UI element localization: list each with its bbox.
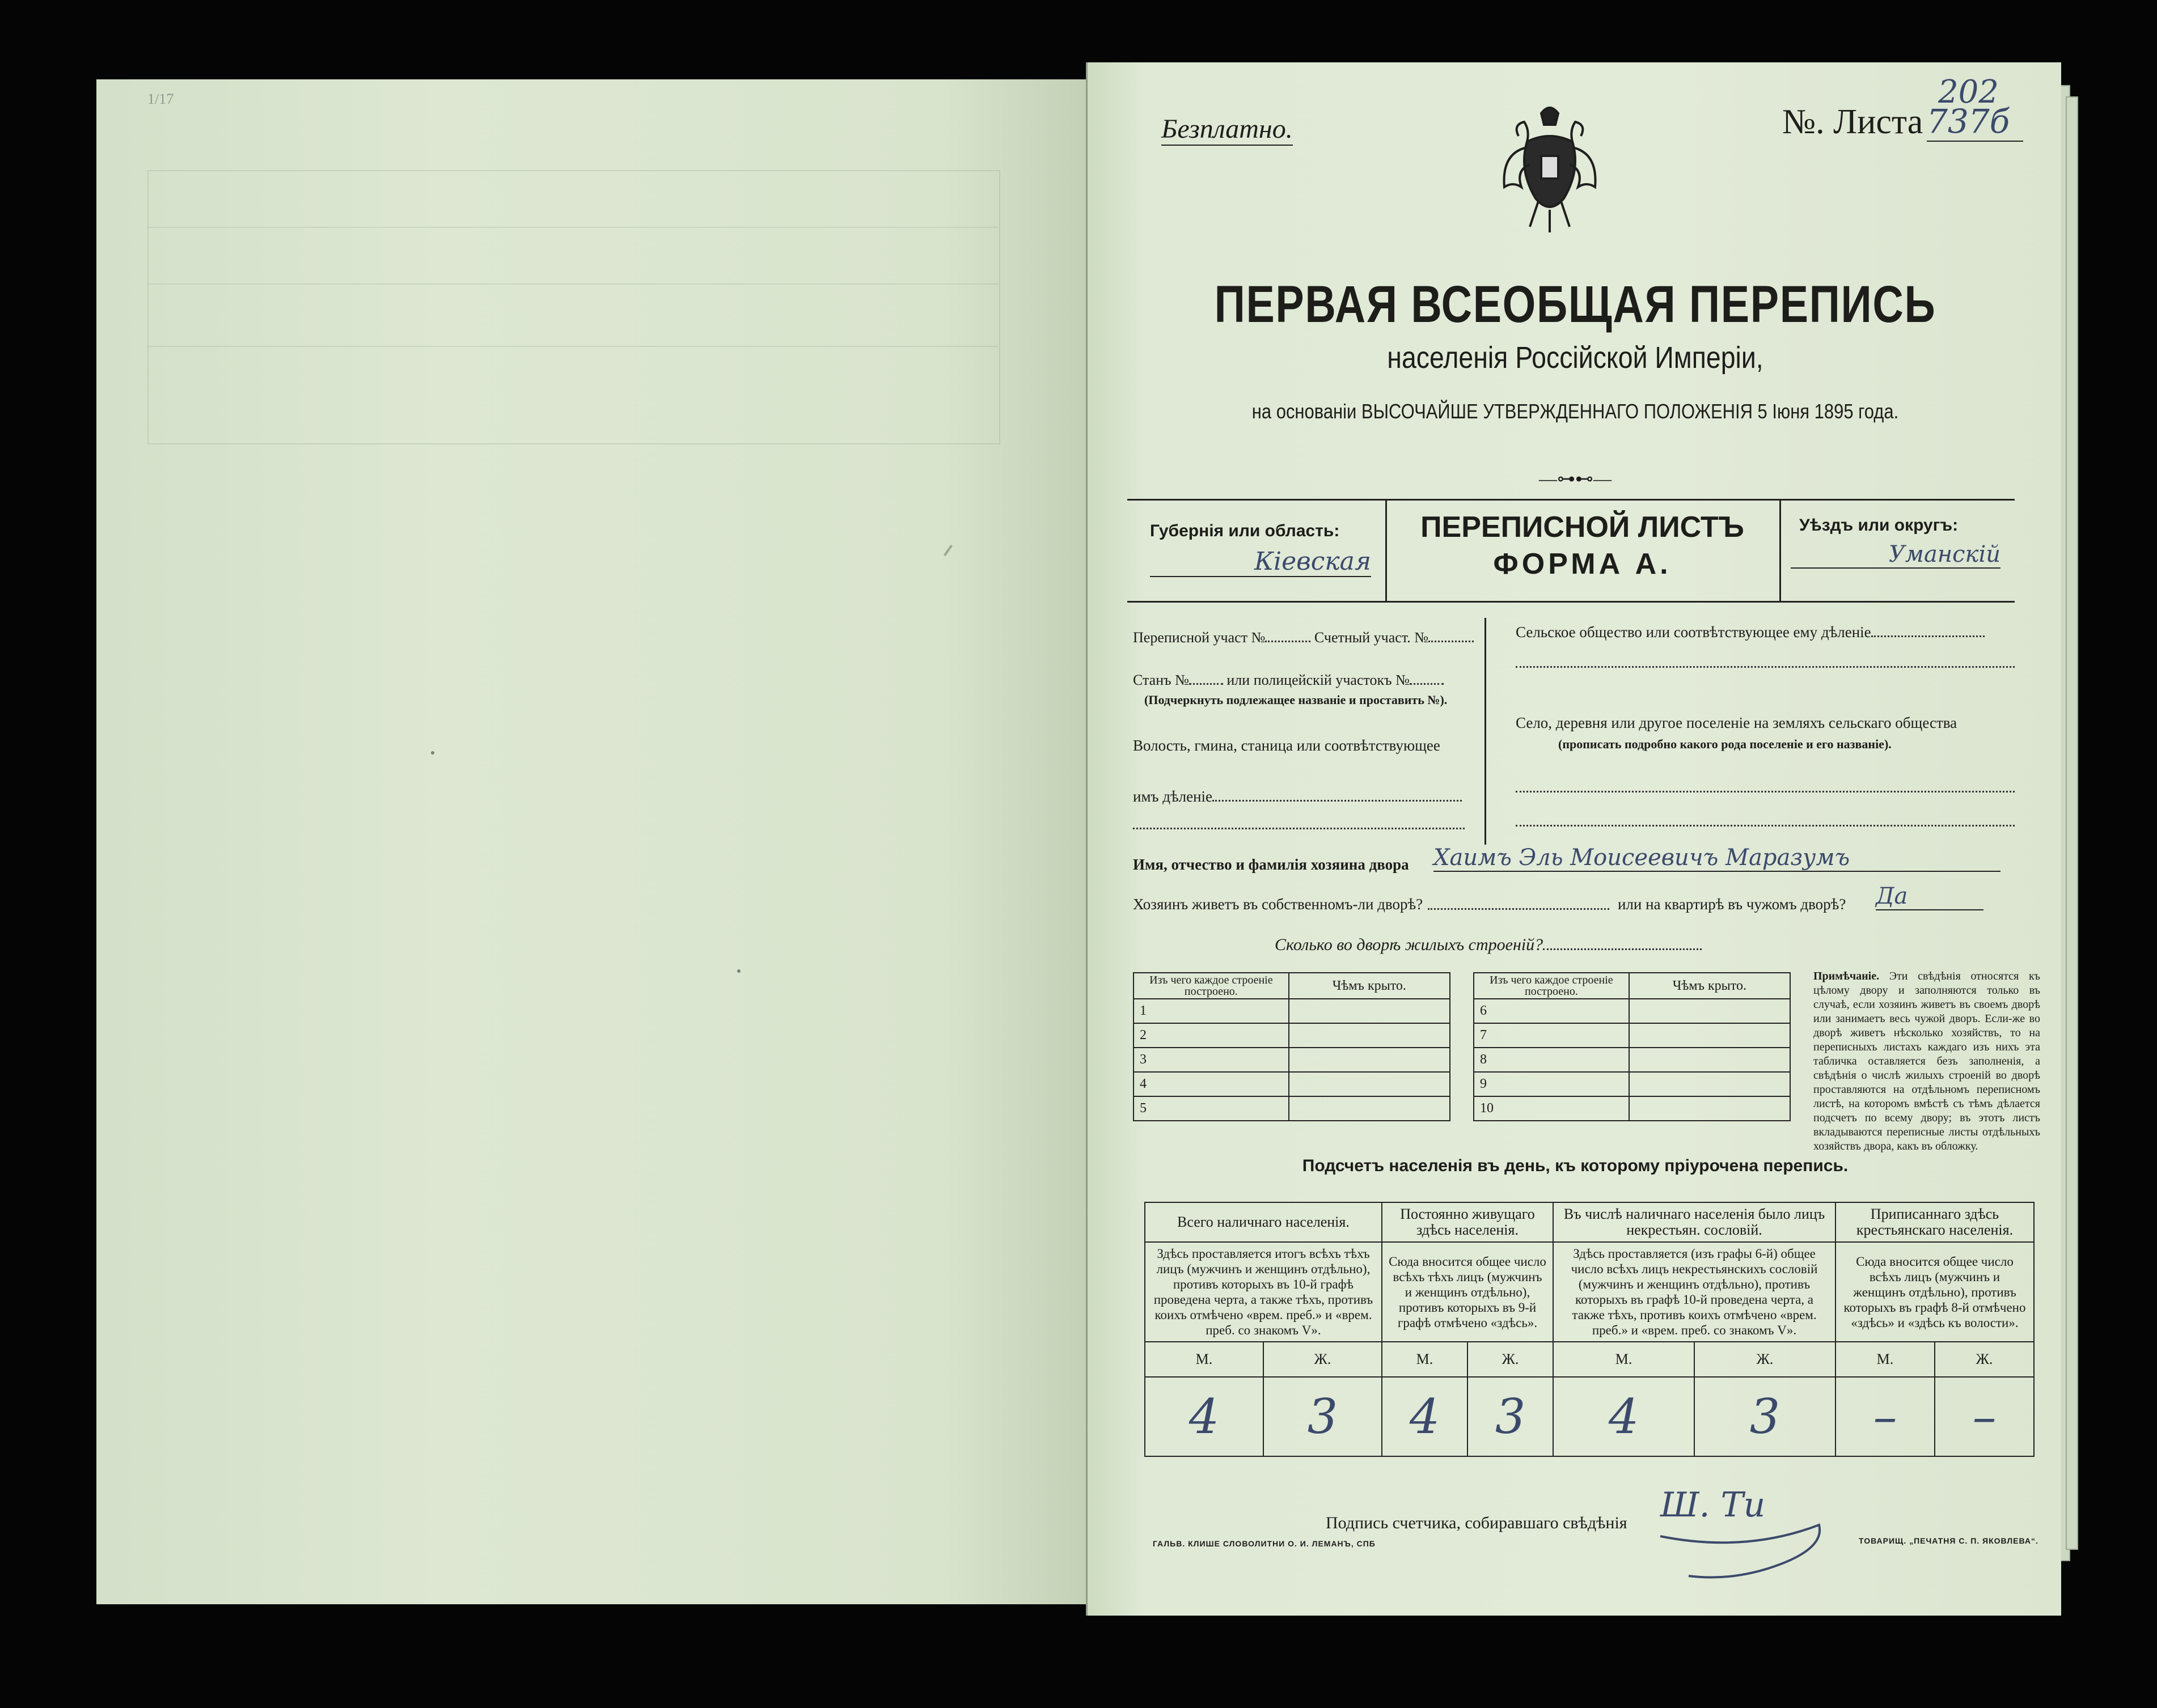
owner-value: Хаимъ Эль Моисеевичъ Маразумъ	[1433, 845, 2000, 872]
bleed-through-line	[147, 283, 998, 285]
col-head-total: Всего наличнаго населенія.	[1145, 1202, 1382, 1242]
population-count-table	[1144, 1202, 2035, 1457]
volost-label: Волость, гмина, станица или соотвѣтствующее	[1133, 737, 1440, 754]
form-type: ФОРМА А.	[1493, 548, 1672, 580]
bleed-through-table	[147, 170, 1000, 444]
district-label: Уѣздъ или округъ:	[1799, 516, 1959, 535]
paper-mark	[944, 545, 953, 556]
male-label: М.	[1382, 1342, 1467, 1377]
province-value: Кіевская	[1150, 547, 1371, 577]
table-row: 7	[1474, 1023, 1629, 1048]
owner-label: Имя, отчество и фамилія хозяина двора	[1133, 856, 1409, 873]
sheet-number-overwrite: 202	[1938, 74, 1999, 111]
rural-society-line	[1516, 666, 2015, 668]
ornament-divider: —⊶⊷—	[1539, 468, 1612, 489]
double-headed-eagle-icon	[1496, 102, 1604, 238]
lives-line	[1428, 908, 1609, 910]
peasant-male-count: –	[1835, 1377, 1935, 1456]
village-line	[1516, 791, 2015, 792]
buildings-table	[1133, 972, 1791, 1121]
note-text: Эти свѣдѣнія относятся къ цѣлому двору и заполняются только въ случаѣ, если хозяинъ живетъ въ своемъ дворѣ или занимаетъ весь чужой дворъ. Если-же во дворѣ живетъ нѣсколько хозяйствъ, то на переписныхъ листахъ каждаго изъ нихъ эта табличка оставляется безъ заполненія, а свѣдѣнія о числѣ жилыхъ строеній во дворѣ проставляются на отдѣльномъ переписномъ листѣ, на которомъ вмѣстѣ съ тѣмъ дѣлается подсчетъ по всему двору; въ этотъ листъ вкладываются переписные листы отдѣльныхъ хозяйствъ двора, какъ въ обложку.	[1813, 970, 2040, 1152]
census-form-page	[1086, 62, 2061, 1616]
male-label: М.	[1553, 1342, 1694, 1377]
corner-mark: 1/17	[147, 91, 174, 107]
divider	[1484, 618, 1486, 845]
bleed-through-line	[147, 227, 998, 228]
total-male-count: 4	[1145, 1377, 1263, 1456]
table-row: 8	[1474, 1048, 1629, 1072]
col-desc-peasant: Сюда вносится общее число всѣхъ лицъ (мужчинъ и женщинъ отдѣльно), противъ которыхъ въ графѣ 8-й отмѣчено «здѣсь» и «здѣсь къ волости».	[1835, 1242, 2034, 1342]
sheet-number-value: 737б	[1927, 102, 2023, 142]
table-row: 5	[1134, 1096, 1289, 1121]
table-row: 3	[1134, 1048, 1289, 1072]
volost-field: имъ дѣленіе	[1133, 788, 1462, 806]
table-row: 9	[1474, 1072, 1629, 1096]
lives-value: Да	[1876, 883, 1983, 910]
table-row: 2	[1134, 1023, 1289, 1048]
form-sheet-title: ПЕРЕПИСНОЙ ЛИСТЪ	[1420, 511, 1744, 544]
col-roof: Чѣмъ крыто.	[1289, 973, 1450, 999]
col-head-permanent: Постоянно живущаго здѣсь населенія.	[1382, 1202, 1553, 1242]
female-label: Ж.	[1935, 1342, 2034, 1377]
bleed-through-line	[147, 346, 998, 347]
table-row: 1	[1134, 999, 1289, 1023]
permanent-male-count: 4	[1382, 1377, 1467, 1456]
form-basis: на основаніи ВЫСОЧАЙШЕ УТВЕРЖДЕННАГО ПОЛОЖЕНІЯ 5 Іюня 1895 года.	[1251, 400, 1899, 423]
col-head-non-peasant: Въ числѣ наличнаго населенія было лицъ некрестьян. сословій.	[1553, 1202, 1835, 1242]
sheet-number-label: №. Листа	[1782, 103, 1923, 141]
signature-flourish-icon	[1655, 1514, 1830, 1587]
permanent-female-count: 3	[1467, 1377, 1553, 1456]
note-title: Примѣчаніе.	[1813, 970, 1880, 982]
paper-speck	[431, 751, 434, 755]
page-edge	[2066, 96, 2078, 1550]
header-rule-bottom	[1127, 601, 2015, 603]
divider	[1779, 499, 1781, 601]
col-head-peasant: Приписаннаго здѣсь крестьянскаго населенія.	[1835, 1202, 2034, 1242]
male-label: М.	[1145, 1342, 1263, 1377]
underline-note: (Подчеркнуть подлежащее названіе и проставить №).	[1144, 693, 1448, 707]
col-desc-non-peasant: Здѣсь проставляется (изъ графы 6-й) общее число всѣхъ лицъ некрестьянскихъ сословій (мужчинъ и женщинъ отдѣльно), противъ которыхъ въ графѣ 10-й проведена черта, а также тѣхъ, противъ коихъ отмѣчено «врем. преб.» и «врем. преб. со знакомъ V».	[1553, 1242, 1835, 1342]
stan-field: Станъ № или полицейскій участокъ №	[1133, 672, 1444, 689]
table-row: 4	[1134, 1072, 1289, 1096]
form-subtitle: населенія Россійской Имперіи,	[1387, 341, 1763, 375]
paper-speck	[737, 969, 741, 973]
lives-label: Хозяинъ живетъ въ собственномъ-ли дворѣ?	[1133, 896, 1423, 913]
male-label: М.	[1835, 1342, 1935, 1377]
village-note: (прописать подробно какого рода поселеніе и его названіе).	[1558, 737, 1892, 751]
buildings-field: Сколько во дворѣ жилыхъ строеній?	[1275, 935, 1702, 955]
form-main-title: ПЕРВАЯ ВСЕОБЩАЯ ПЕРЕПИСЬ	[1214, 276, 1936, 333]
village-label: Село, деревня или другое поселеніе на земляхъ сельскаго общества	[1516, 714, 1957, 731]
signature-label: Подпись счетчика, собиравшаго свѣдѣнія	[1326, 1514, 1627, 1532]
footer-right: ТОВАРИЩ. „ПЕЧАТНЯ С. П. ЯКОВЛЕВА“.	[1859, 1536, 2038, 1545]
total-female-count: 3	[1263, 1377, 1382, 1456]
count-title: Подсчетъ населенія въ день, къ которому пріурочена перепись.	[1302, 1156, 1849, 1175]
col-roof: Чѣмъ крыто.	[1629, 973, 1790, 999]
district-value: Уманскій	[1791, 541, 2000, 569]
col-desc-total: Здѣсь проставляется итогъ всѣхъ тѣхъ лицъ (мужчинъ и женщинъ отдѣльно), противъ которыхъ въ 10-й графѣ проведена черта, а также тѣхъ, противъ коихъ отмѣчено «врем. преб.» и «врем. преб. со знакомъ V».	[1145, 1242, 1382, 1342]
non-peasant-female-count: 3	[1694, 1377, 1835, 1456]
volost-line	[1133, 828, 1465, 829]
signature-value: Ш. Ти	[1660, 1485, 1766, 1525]
left-page	[96, 79, 1089, 1604]
rural-society-field: Сельское общество или соотвѣтствующее ему дѣленіе	[1516, 624, 1985, 641]
peasant-female-count: –	[1935, 1377, 2034, 1456]
non-peasant-male-count: 4	[1553, 1377, 1694, 1456]
female-label: Ж.	[1467, 1342, 1553, 1377]
note-block	[1813, 969, 2040, 1154]
header-rule	[1127, 499, 2015, 501]
col-desc-permanent: Сюда вносится общее число всѣхъ тѣхъ лицъ (мужчинъ и женщинъ отдѣльно), противъ которыхъ въ 9-й графѣ отмѣчено «здѣсь».	[1382, 1242, 1553, 1342]
female-label: Ж.	[1263, 1342, 1382, 1377]
footer-left: ГАЛЬВ. КЛИШЕ СЛОВОЛИТНИ О. И. ЛЕМАНЪ, СПБ	[1153, 1539, 1376, 1548]
col-material: Изъ чего каждое строеніе построено.	[1134, 973, 1289, 999]
table-row: 10	[1474, 1096, 1629, 1121]
village-line	[1516, 825, 2015, 827]
free-label: Безплатно.	[1161, 113, 1293, 146]
province-label: Губернія или область:	[1150, 522, 1340, 540]
census-area-field: Переписной участ № Счетный участ. №	[1133, 629, 1474, 646]
female-label: Ж.	[1694, 1342, 1835, 1377]
col-material: Изъ чего каждое строеніе построено.	[1474, 973, 1629, 999]
table-row: 6	[1474, 999, 1629, 1023]
lives-or-label: или на квартирѣ въ чужомъ дворѣ?	[1618, 896, 1846, 913]
